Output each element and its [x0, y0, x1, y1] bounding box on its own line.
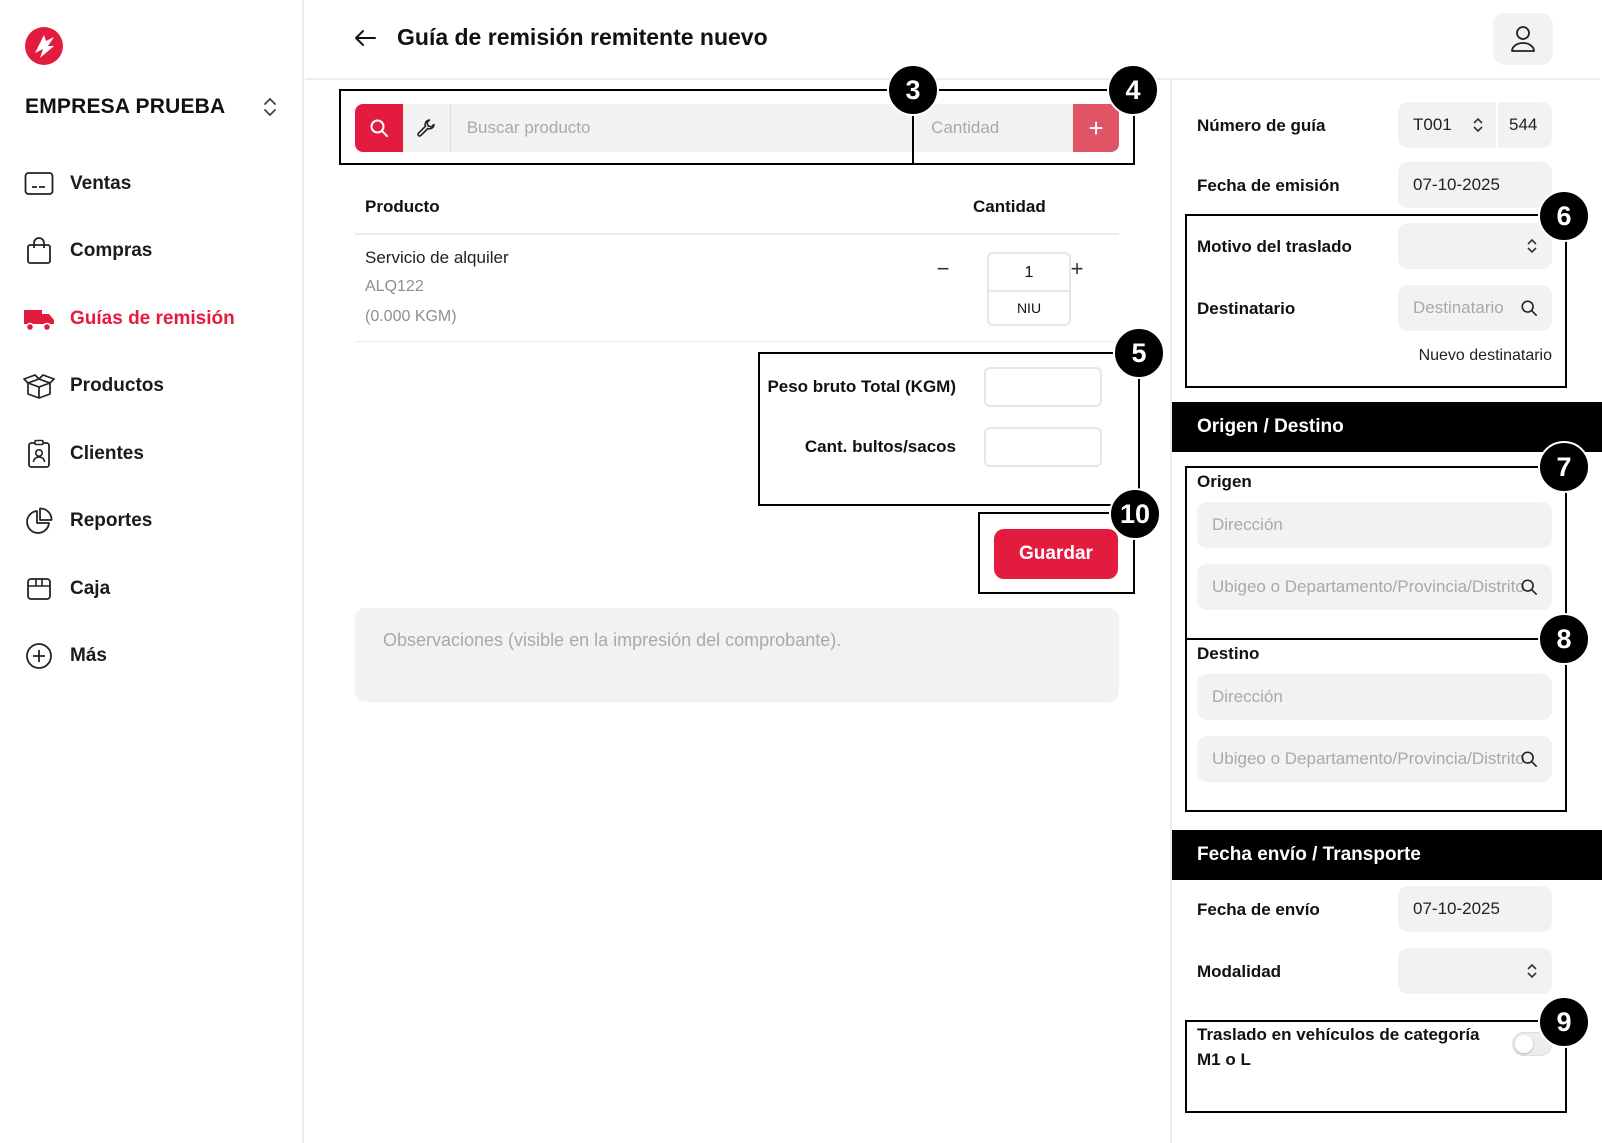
- issue-date-label: Fecha de emisión: [1197, 176, 1340, 195]
- sidebar-item-label: Productos: [70, 375, 164, 397]
- wrench-button[interactable]: [403, 104, 451, 152]
- issue-date-field[interactable]: [1398, 162, 1552, 208]
- shopping-bag-icon: [24, 236, 54, 266]
- sidebar-item-label: Más: [70, 645, 107, 667]
- annotation-badge-5: 5: [1113, 327, 1165, 379]
- sidebar-item-label: Guías de remisión: [70, 307, 235, 329]
- bags-count-label: Cant. bultos/sacos: [804, 437, 956, 456]
- sidebar-item-reportes[interactable]: [24, 488, 284, 556]
- search-icon: [369, 118, 389, 138]
- chevron-up-down-icon: [1526, 962, 1538, 980]
- transfer-reason-select[interactable]: [1398, 223, 1552, 269]
- gross-weight-label: Peso bruto Total (KGM): [767, 377, 956, 396]
- sidebar-item-clientes[interactable]: [24, 420, 284, 488]
- bags-count-input[interactable]: [984, 427, 1102, 467]
- mode-label: Modalidad: [1197, 962, 1282, 981]
- save-button[interactable]: Guardar: [994, 529, 1118, 579]
- search-button[interactable]: [355, 104, 403, 152]
- sidebar-item-productos[interactable]: [24, 353, 284, 421]
- guide-number-label: Número de guía: [1197, 116, 1326, 135]
- guide-number-field[interactable]: [1498, 102, 1552, 148]
- product-weight: (0.000 KGM): [365, 308, 457, 325]
- product-code: ALQ122: [365, 278, 424, 295]
- column-header-quantity: Cantidad: [973, 197, 1046, 216]
- annotation-badge-6: 6: [1538, 190, 1590, 242]
- unit-value: NIU: [1016, 300, 1042, 316]
- sidebar-nav: [24, 150, 284, 690]
- wrench-icon: [416, 118, 436, 138]
- recipient-placeholder: Destinatario: [1413, 298, 1504, 317]
- annotation-badge-10: 10: [1109, 488, 1161, 540]
- truck-icon: [24, 304, 54, 334]
- new-recipient-link[interactable]: Nuevo destinatario: [1418, 347, 1552, 364]
- annotation-badge-8: 8: [1538, 613, 1590, 665]
- sidebar-item-label: Compras: [70, 240, 153, 262]
- sidebar-item-caja[interactable]: [24, 555, 284, 623]
- user-account-button[interactable]: [1493, 13, 1553, 65]
- ship-date-field[interactable]: [1398, 886, 1552, 932]
- product-search-input[interactable]: [451, 104, 913, 152]
- sales-icon: [24, 169, 54, 199]
- gross-weight-input[interactable]: [984, 367, 1102, 407]
- destination-ubigeo-search[interactable]: [1197, 736, 1552, 782]
- search-icon[interactable]: [1520, 578, 1538, 596]
- annotation-badge-3: 3: [887, 64, 939, 116]
- observations-textarea[interactable]: [355, 608, 1119, 702]
- chevron-up-down-icon: [1526, 237, 1538, 255]
- page-title: Guía de remisión remitente nuevo: [397, 24, 768, 50]
- main-content: [305, 80, 1170, 1143]
- company-name: EMPRESA PRUEBA: [25, 95, 226, 118]
- user-icon: [1510, 25, 1536, 53]
- sidebar: [0, 0, 304, 1143]
- sidebar-item-label: Clientes: [70, 442, 144, 464]
- chevron-up-down-icon: [1472, 116, 1484, 134]
- recipient-label: Destinatario: [1197, 299, 1296, 318]
- search-icon[interactable]: [1520, 750, 1538, 768]
- cash-box-icon: [24, 574, 54, 604]
- pie-chart-icon: [24, 506, 54, 536]
- sidebar-item-label: Reportes: [70, 510, 153, 532]
- origin-label: Origen: [1197, 472, 1252, 491]
- guide-number-value: 544: [1509, 115, 1538, 134]
- increase-quantity-button[interactable]: +: [1070, 256, 1084, 281]
- quantity-input[interactable]: [915, 104, 1073, 152]
- quantity-stepper[interactable]: [987, 252, 1071, 326]
- shipping-transport-header: Fecha envío / Transporte: [1172, 830, 1602, 880]
- destination-label: Destino: [1197, 644, 1260, 663]
- sidebar-item-ventas[interactable]: [24, 150, 284, 218]
- annotation-badge-4: 4: [1107, 64, 1159, 116]
- sidebar-item-mas[interactable]: [24, 623, 284, 691]
- destination-address-input[interactable]: [1197, 674, 1552, 720]
- ship-date-label: Fecha de envío: [1197, 900, 1320, 919]
- quantity-value[interactable]: 1: [989, 254, 1069, 292]
- guide-details-panel: [1170, 80, 1600, 1143]
- search-icon[interactable]: [1520, 299, 1538, 317]
- client-badge-icon: [24, 439, 54, 469]
- origin-ubigeo-search[interactable]: [1197, 564, 1552, 610]
- product-search-bar: [355, 104, 1119, 152]
- product-name: Servicio de alquiler: [365, 248, 509, 267]
- origin-address-placeholder: Dirección: [1212, 515, 1283, 534]
- origin-address-input[interactable]: [1197, 502, 1552, 548]
- origin-destination-header: Origen / Destino: [1172, 402, 1602, 452]
- decrease-quantity-button[interactable]: −: [936, 256, 950, 281]
- annotation-badge-7: 7: [1538, 441, 1590, 493]
- company-logo-icon: [24, 26, 64, 66]
- chevron-up-down-icon[interactable]: [260, 94, 280, 120]
- table-row: [355, 238, 1119, 342]
- weights-section: [758, 357, 1116, 487]
- transfer-reason-label: Motivo del traslado: [1197, 237, 1352, 256]
- table-header: [355, 195, 1119, 235]
- series-value: T001: [1413, 115, 1452, 134]
- sidebar-item-guias-de-remision[interactable]: [24, 285, 284, 353]
- sidebar-item-label: Ventas: [70, 172, 132, 194]
- origin-ubigeo-placeholder: Ubigeo o Departamento/Provincia/Distrito: [1212, 577, 1525, 596]
- company-selector[interactable]: [25, 92, 280, 122]
- series-select[interactable]: [1398, 102, 1496, 148]
- sidebar-item-compras[interactable]: [24, 218, 284, 286]
- m1-vehicle-label: Traslado en vehículos de categoría M1 o L: [1197, 1025, 1480, 1069]
- sidebar-item-label: Caja: [70, 577, 111, 599]
- recipient-search-field[interactable]: [1398, 285, 1552, 331]
- back-arrow-icon[interactable]: [351, 24, 379, 52]
- add-product-button[interactable]: +: [1073, 104, 1119, 152]
- plus-circle-icon: [24, 641, 54, 671]
- annotation-badge-9: 9: [1538, 996, 1590, 1048]
- ship-date-value: 07-10-2025: [1413, 899, 1500, 918]
- box-icon: [24, 371, 54, 401]
- column-header-product: Producto: [365, 197, 440, 216]
- destination-ubigeo-placeholder: Ubigeo o Departamento/Provincia/Distrito: [1212, 749, 1525, 768]
- mode-select[interactable]: [1398, 948, 1552, 994]
- page-header: [305, 0, 1600, 80]
- issue-date-value: 07-10-2025: [1413, 175, 1500, 194]
- destination-address-placeholder: Dirección: [1212, 687, 1283, 706]
